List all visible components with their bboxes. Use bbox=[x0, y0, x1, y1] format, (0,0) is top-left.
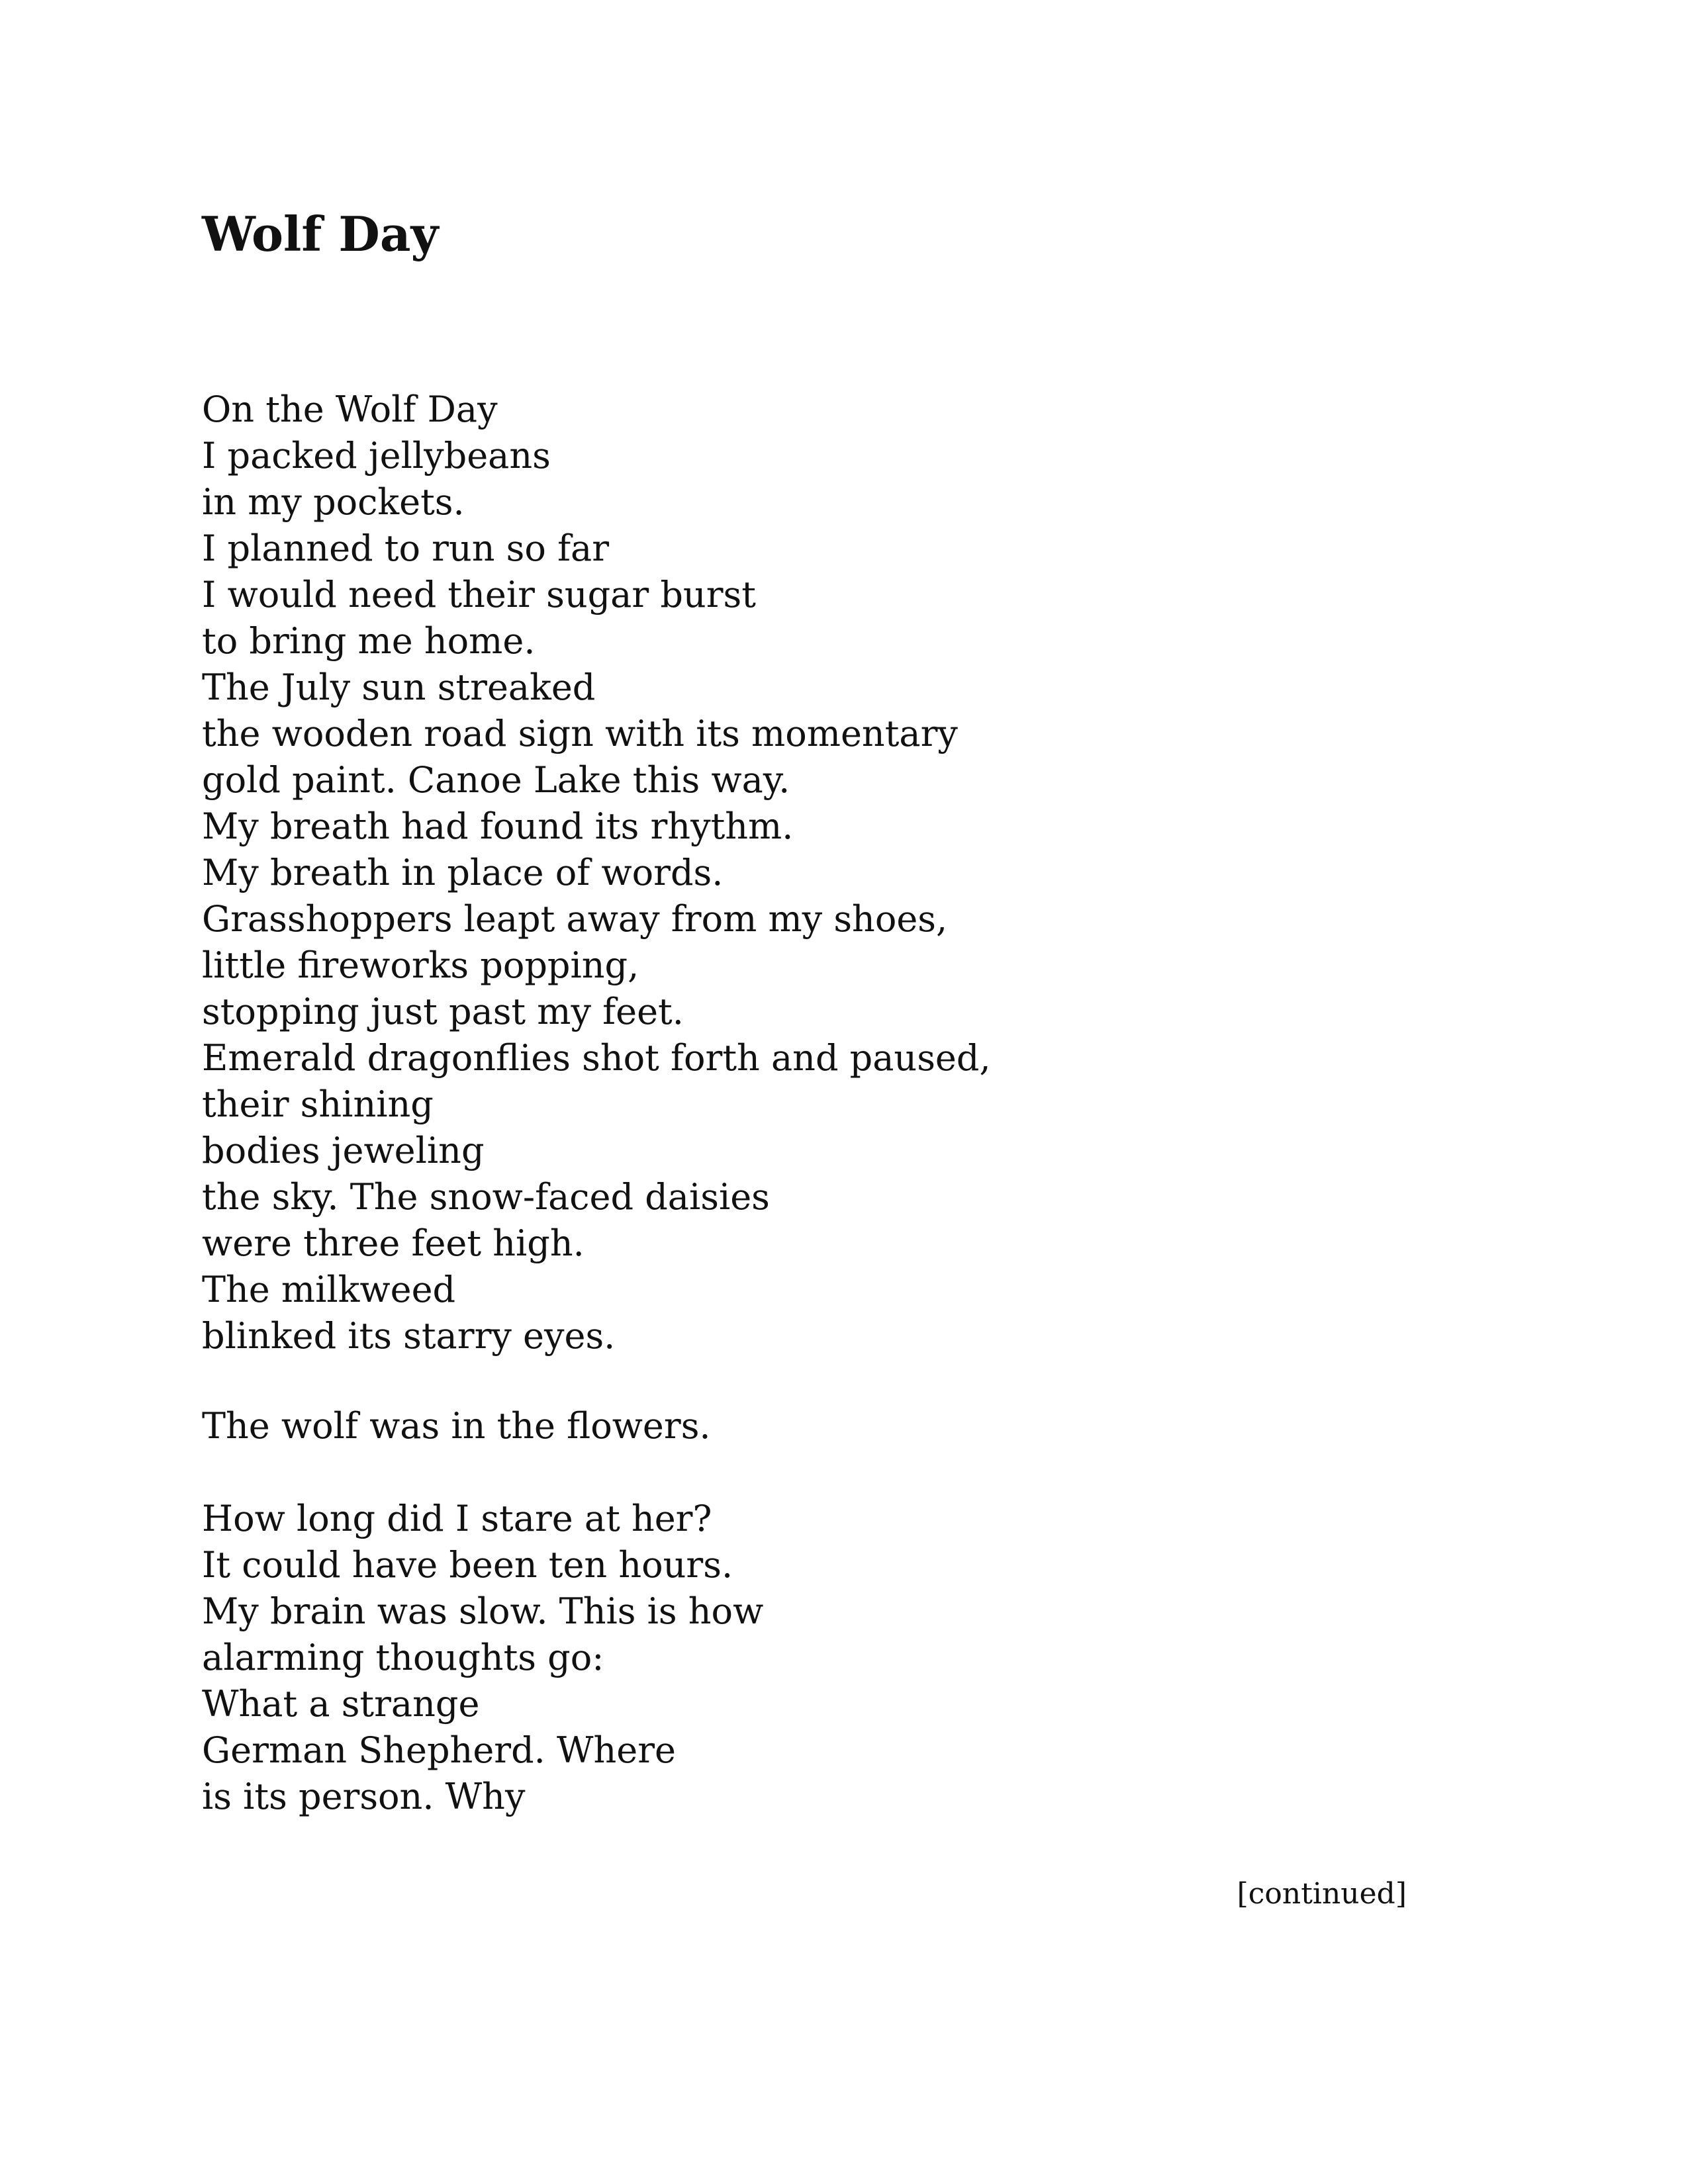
poem-line: is its person. Why bbox=[202, 1776, 526, 1817]
poem-line: gold paint. Canoe Lake this way. bbox=[202, 759, 790, 801]
poem-line: My brain was slow. This is how bbox=[202, 1590, 764, 1632]
poem-line: My breath in place of words. bbox=[202, 852, 724, 893]
poem-line: Emerald dragonflies shot forth and paused, bbox=[202, 1037, 991, 1079]
poem-line: What a strange bbox=[202, 1683, 480, 1725]
poem-line: The July sun streaked bbox=[202, 666, 596, 708]
poem-line: stopping just past my feet. bbox=[202, 991, 684, 1032]
poem-line: I planned to run so far bbox=[202, 527, 610, 569]
poem-line: the sky. The snow-faced daisies bbox=[202, 1176, 770, 1218]
poem-line: in my pockets. bbox=[202, 481, 465, 523]
poem-title: Wolf Day bbox=[202, 206, 439, 262]
poem-line: My breath had found its rhythm. bbox=[202, 805, 794, 847]
poem-line: alarming thoughts go: bbox=[202, 1637, 604, 1678]
poem-line: I packed jellybeans bbox=[202, 435, 551, 477]
poem-line: I would need their sugar burst bbox=[202, 574, 756, 615]
stanza-2 bbox=[202, 1403, 711, 1449]
poem-line: The milkweed bbox=[202, 1269, 456, 1310]
poem-line: German Shepherd. Where bbox=[202, 1729, 677, 1771]
poem-line: to bring me home. bbox=[202, 620, 536, 662]
poem-line: It could have been ten hours. bbox=[202, 1544, 733, 1586]
poem-line: were three feet high. bbox=[202, 1222, 585, 1264]
poem-line: On the Wolf Day bbox=[202, 388, 498, 430]
poem-line: The wolf was in the flowers. bbox=[202, 1405, 711, 1447]
poem-line: bodies jeweling bbox=[202, 1130, 485, 1171]
poem-line: How long did I stare at her? bbox=[202, 1498, 712, 1539]
poem-line: little fireworks popping, bbox=[202, 944, 639, 986]
stanza-3 bbox=[202, 1496, 763, 1820]
stanza-1 bbox=[202, 387, 991, 1359]
continued-note: [continued] bbox=[1237, 1877, 1407, 1911]
poem-line: blinked its starry eyes. bbox=[202, 1315, 616, 1357]
poem-line: Grasshoppers leapt away from my shoes, bbox=[202, 898, 948, 940]
poem-line: their shining bbox=[202, 1083, 434, 1125]
poem-line: the wooden road sign with its momentary bbox=[202, 713, 958, 754]
